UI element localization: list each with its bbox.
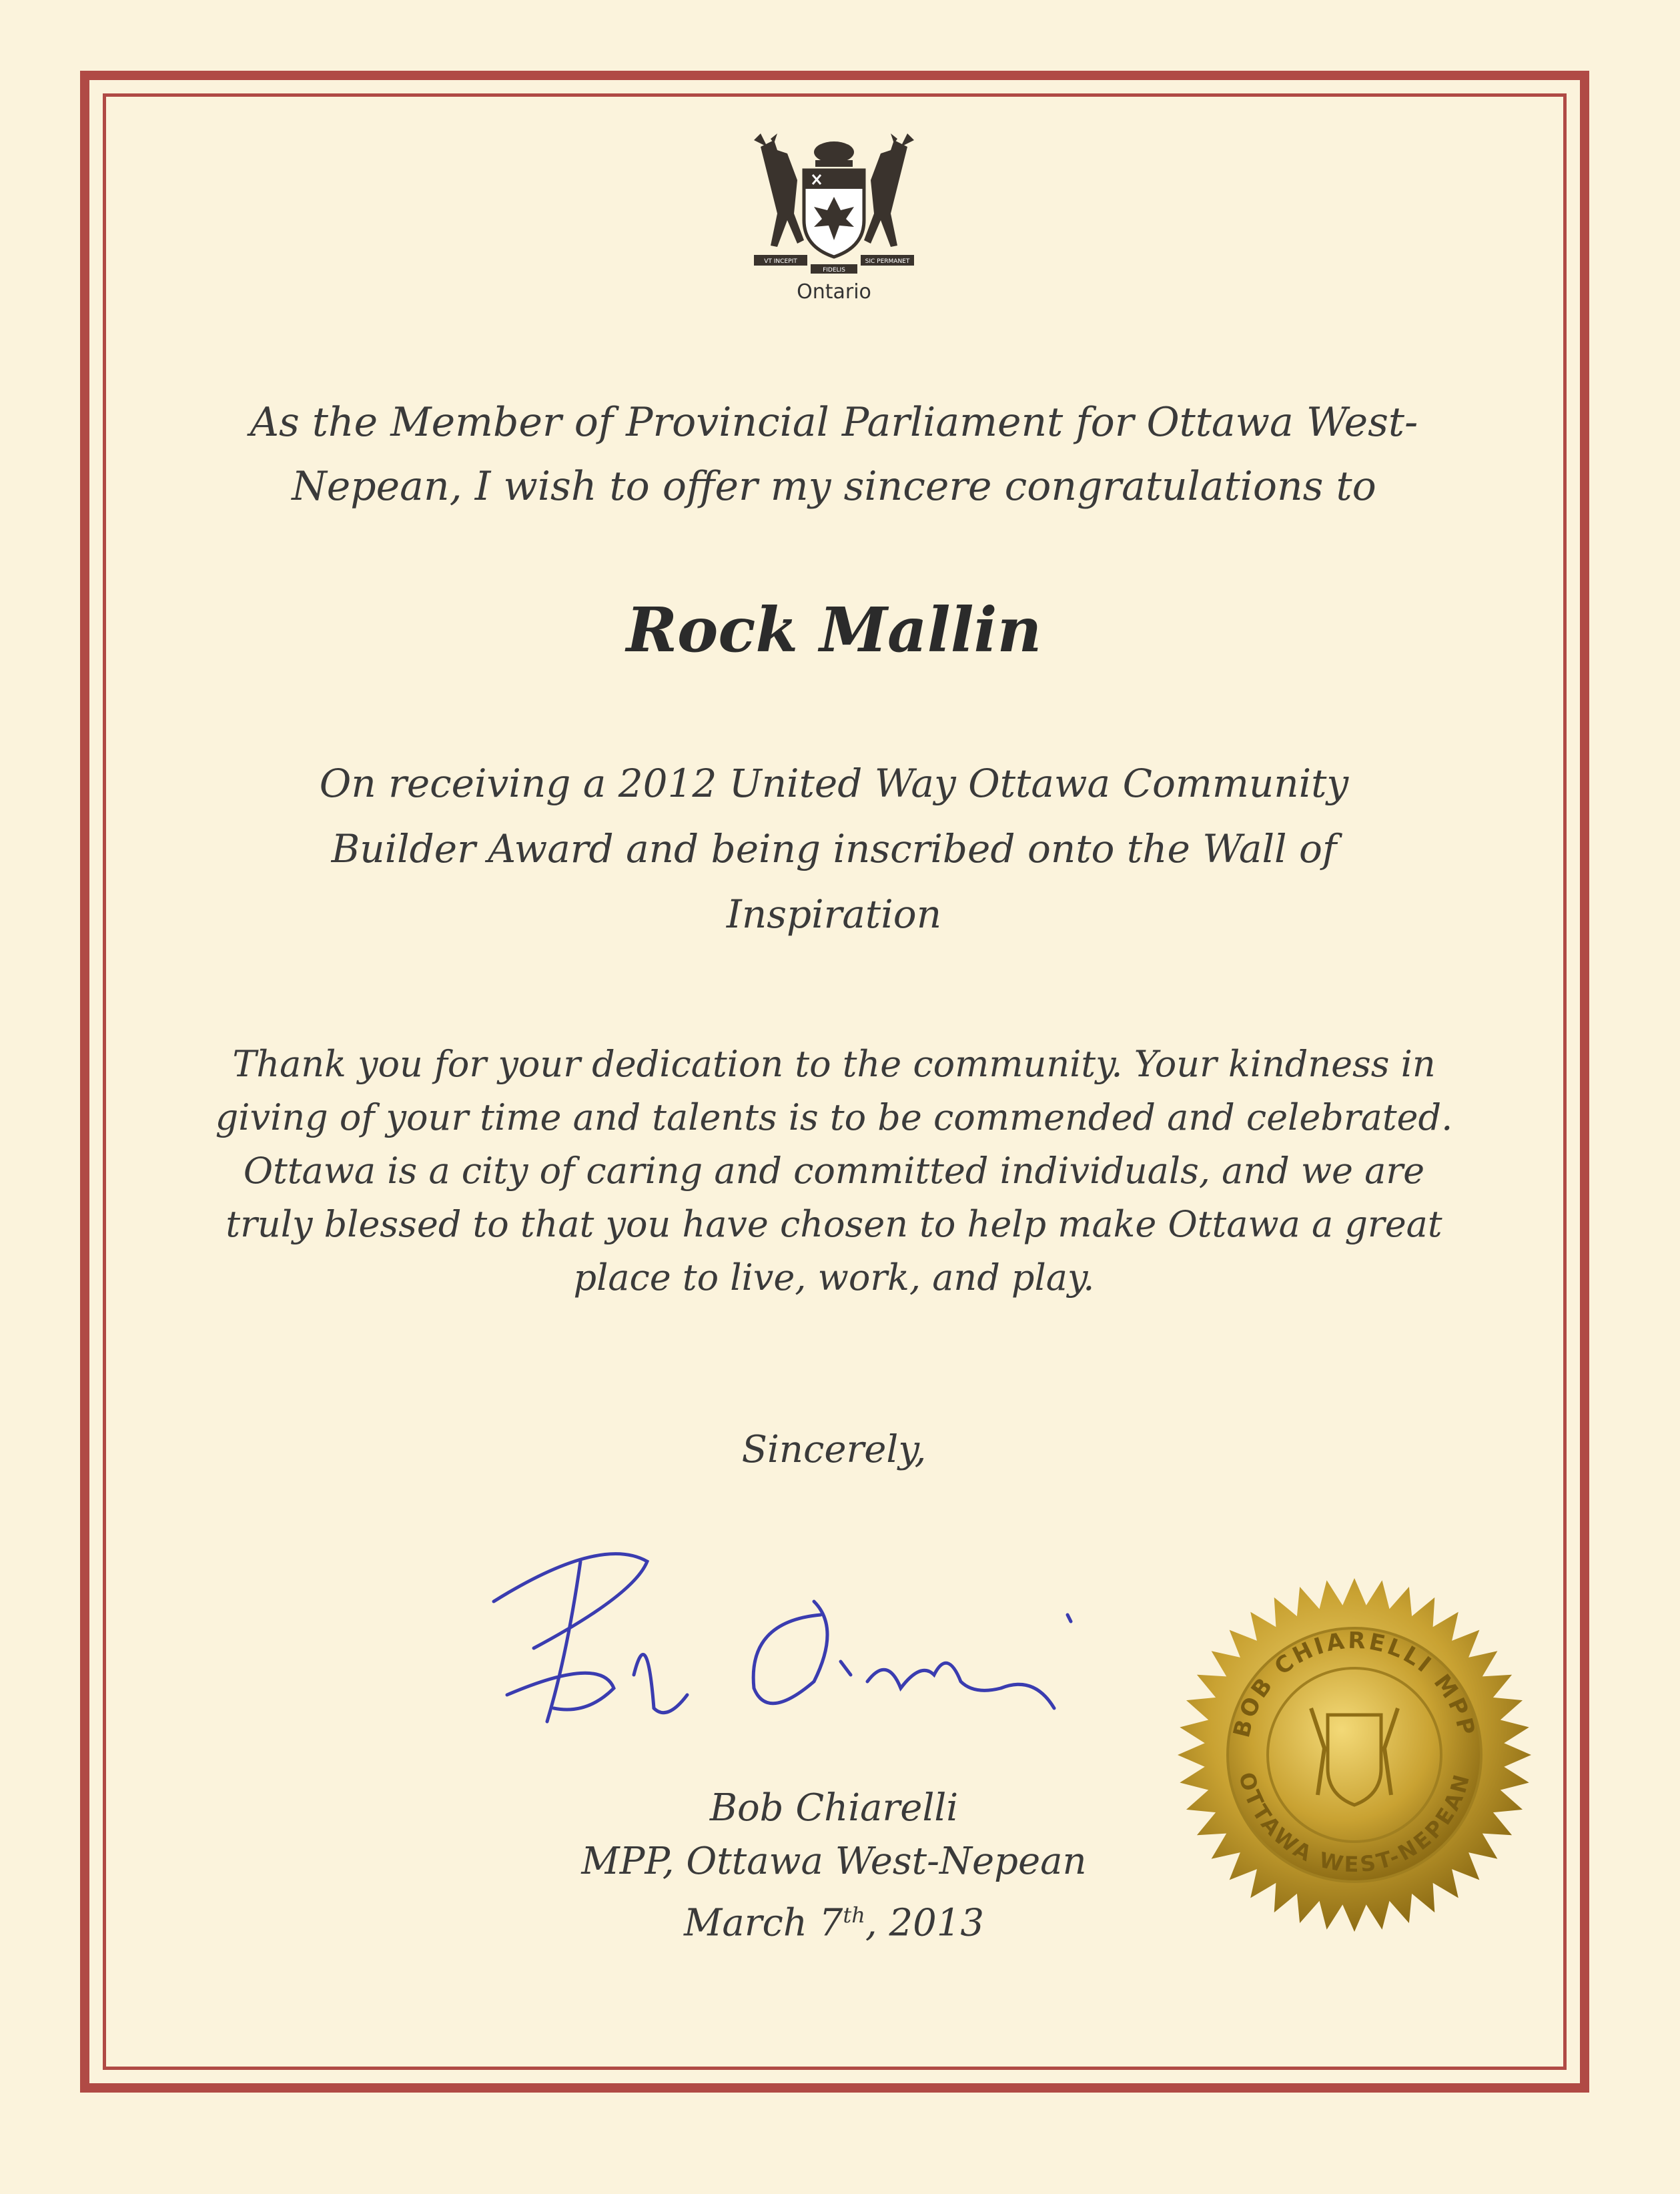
- signature-icon: [467, 1521, 1134, 1788]
- intro-text: [173, 390, 1495, 518]
- award-line: On receiving a 2012 United Way Ottawa Community: [319, 761, 1349, 806]
- message-line: Ottawa is a city of caring and committed individuals, and we are: [243, 1150, 1425, 1192]
- gold-seal-icon: [1174, 1575, 1535, 1935]
- coat-of-arms-icon: [741, 133, 927, 280]
- date-year: , 2013: [865, 1901, 984, 1945]
- date-suffix: th: [843, 1902, 865, 1928]
- award-line: Builder Award and being inscribed onto the Wall of: [331, 826, 1337, 871]
- award-line: Inspiration: [726, 891, 942, 937]
- ontario-coat-of-arms: [734, 133, 934, 334]
- message-line: truly blessed to that you have chosen to help make Ottawa a great: [226, 1203, 1442, 1245]
- signer-name: Bob Chiarelli: [709, 1786, 959, 1830]
- seal-text-top: BOB CHIARELLI MPP: [1228, 1627, 1481, 1740]
- recipient-name: Rock Mallin: [626, 594, 1042, 666]
- crest-label: Ontario: [797, 280, 871, 304]
- message-line: giving of your time and talents is to be commended and celebrated.: [215, 1096, 1453, 1138]
- message-line: place to live, work, and play.: [573, 1256, 1095, 1299]
- message-line: Thank you for your dedication to the community. Your kindness in: [232, 1043, 1436, 1085]
- motto-right: SIC PERMANET: [865, 258, 910, 265]
- intro-line: Nepean, I wish to offer my sincere congratulations to: [292, 463, 1376, 510]
- signer-title: MPP, Ottawa West-Nepean: [581, 1840, 1087, 1883]
- intro-line: As the Member of Provincial Parliament for Ottawa West-: [250, 399, 1418, 446]
- award-text: [173, 751, 1495, 947]
- date-prefix: March 7: [684, 1901, 843, 1945]
- message-text: [173, 1038, 1495, 1305]
- motto-center: FIDELIS: [823, 267, 845, 274]
- closing-text: Sincerely,: [741, 1428, 927, 1471]
- seal-text-bottom: OTTAWA WEST-NEPEAN: [1234, 1769, 1475, 1878]
- motto-left: VT INCEPIT: [764, 258, 797, 265]
